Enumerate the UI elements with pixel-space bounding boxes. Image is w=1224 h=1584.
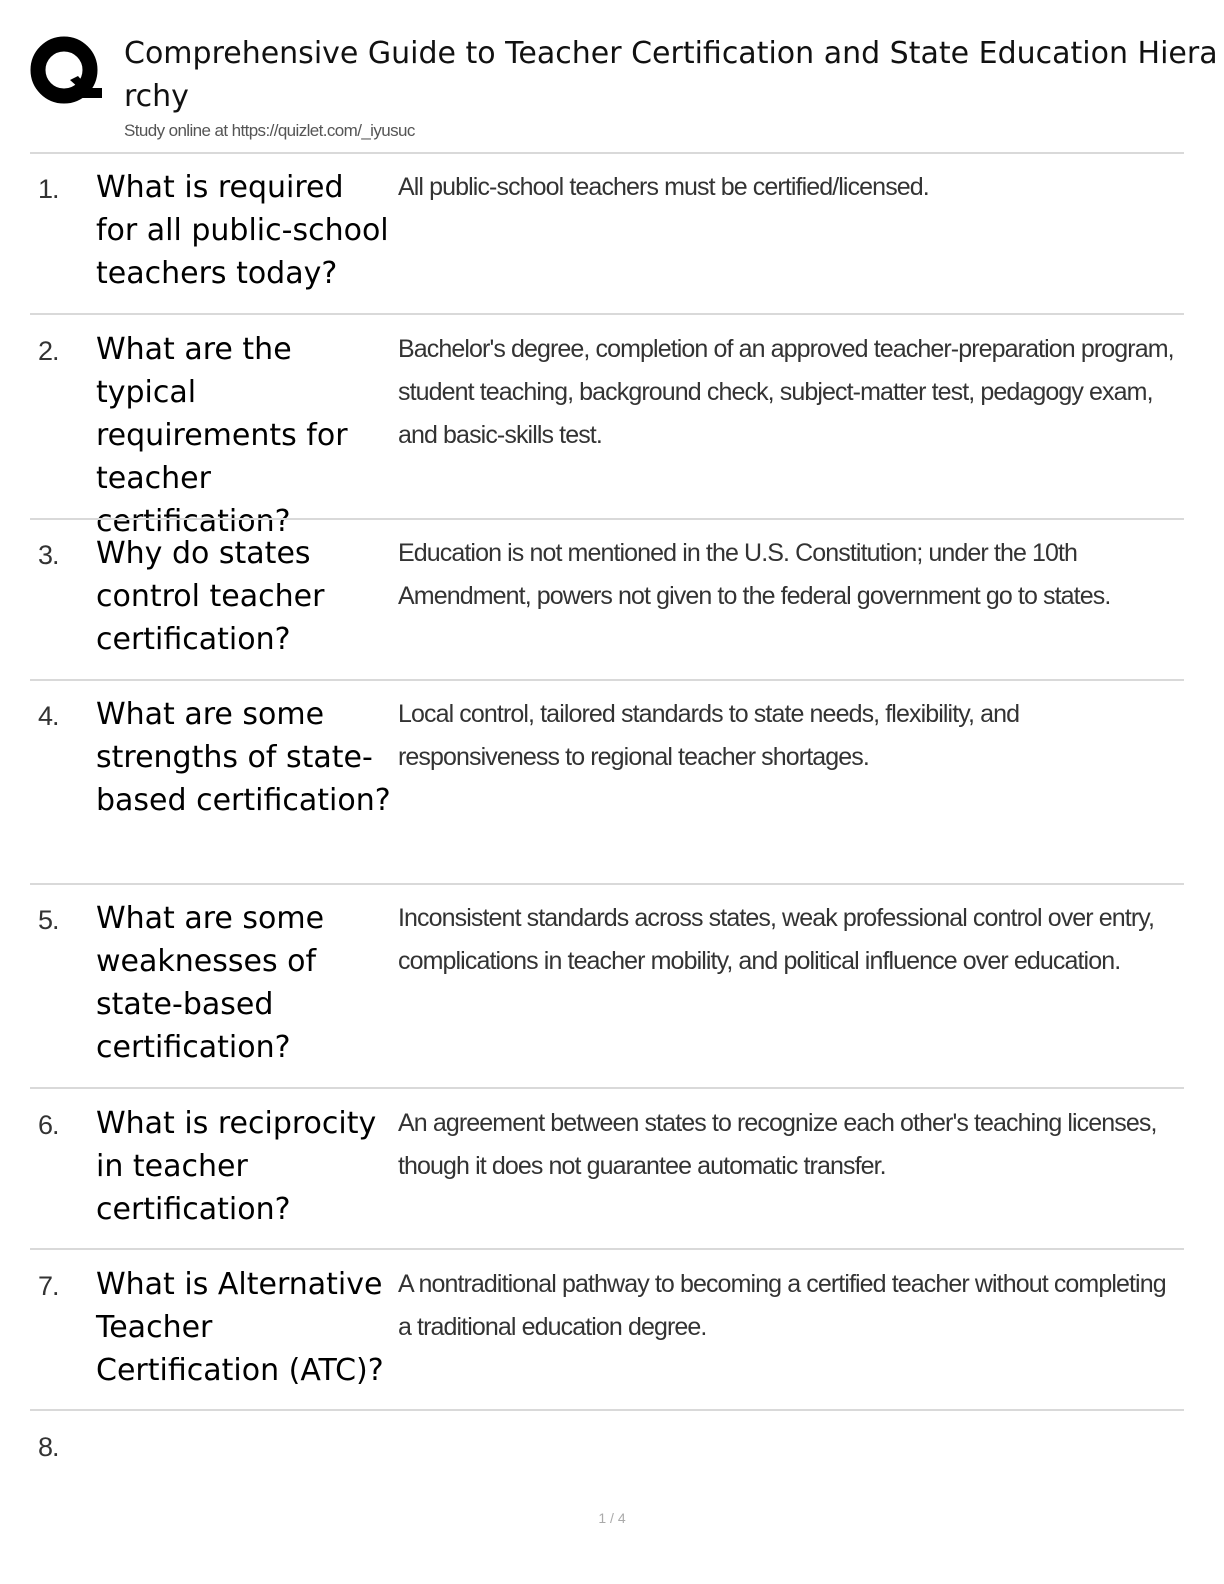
card-question: Why do states control teacher certification? xyxy=(96,536,325,657)
card-number: 6. xyxy=(38,1110,59,1140)
card-divider xyxy=(30,518,1184,520)
card-divider xyxy=(30,883,1184,885)
card-question: What is Alternative Teacher Certification (ATC)? xyxy=(96,1267,384,1388)
card-question: What is required for all public-school teachers today? xyxy=(96,170,389,291)
card-divider xyxy=(30,313,1184,315)
card-answer: A nontraditional pathway to becoming a certified teacher without completing a traditional education degree. xyxy=(398,1270,1166,1341)
card-number: 3. xyxy=(38,540,59,570)
card-number: 7. xyxy=(38,1271,59,1301)
page-title: Comprehensive Guide to Teacher Certification and State Education Hierarchy xyxy=(124,36,1218,114)
card-divider xyxy=(30,1087,1184,1089)
study-link[interactable]: Study online at https://quizlet.com/_iyusuc xyxy=(124,121,415,140)
card-question: What are some weaknesses of state-based certification? xyxy=(96,901,325,1065)
card-divider xyxy=(30,1409,1184,1411)
card-answer: Inconsistent standards across states, weak professional control over entry, complications in teacher mobility, and political influence over education. xyxy=(398,904,1155,975)
card-divider xyxy=(30,679,1184,681)
card-answer: All public-school teachers must be certified/licensed. xyxy=(398,173,929,201)
card-question: What is reciprocity in teacher certification? xyxy=(96,1106,377,1227)
card-number: 1. xyxy=(38,174,59,204)
card-answer: Bachelor's degree, completion of an approved teacher-preparation program, student teaching, background check, subject-matter test, pedagogy exam, and basic-skills test. xyxy=(398,335,1174,449)
card-divider xyxy=(30,1248,1184,1250)
quizlet-q-logo-icon xyxy=(30,34,102,106)
card-question: What are the typical requirements for teacher certification? xyxy=(96,332,348,539)
card-question: What are some strengths of state-based certification? xyxy=(96,697,391,818)
page-indicator: 1 / 4 xyxy=(598,1510,626,1526)
card-answer: Education is not mentioned in the U.S. Constitution; under the 10th Amendment, powers not given to the federal government go to states. xyxy=(398,539,1111,610)
card-answer: Local control, tailored standards to state needs, flexibility, and responsiveness to regional teacher shortages. xyxy=(398,700,1020,771)
header-divider xyxy=(30,152,1184,154)
card-answer: An agreement between states to recognize each other's teaching licenses, though it does not guarantee automatic transfer. xyxy=(398,1109,1157,1180)
card-number: 5. xyxy=(38,905,59,935)
card-number: 2. xyxy=(38,336,59,366)
card-number: 4. xyxy=(38,701,59,731)
card-number: 8. xyxy=(38,1432,59,1462)
